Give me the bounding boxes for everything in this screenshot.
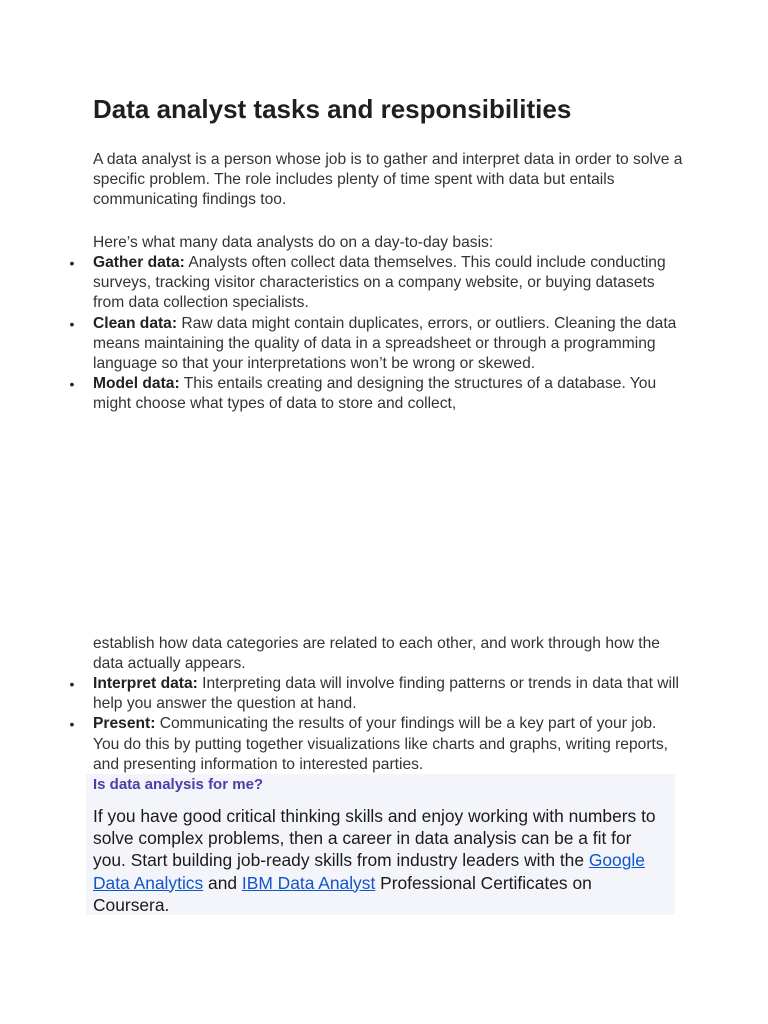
list-item: [69, 674, 683, 714]
callout-text-between: and: [203, 872, 242, 893]
task-description: Communicating the results of your findings will be a key part of your job. You do this by putting together visualizations like charts and graphs, writing reports, and presenting information to interested parties.: [93, 715, 668, 773]
task-description: Raw data might contain duplicates, errors, or outliers. Cleaning the data means maintaining the quality of data in a spreadsheet or through a programming language so that your interpretations won’t be wrong or skewed.: [93, 314, 677, 373]
list-item: [69, 314, 683, 375]
task-description: This entails creating and designing the structures of a database. You might choose what types of data to store and collect,: [93, 375, 657, 413]
list-item: [69, 253, 683, 314]
task-term: Gather data:: [93, 254, 185, 271]
list-item: [69, 714, 683, 775]
google-data-analytics-link[interactable]: Google Data Analytics: [93, 850, 645, 893]
bullet-icon: •: [69, 255, 75, 271]
bullet-icon: •: [69, 315, 75, 332]
bullet-icon: •: [69, 716, 75, 733]
task-term: Clean data:: [93, 314, 178, 332]
task-term: Model data:: [93, 375, 180, 393]
list-item: [69, 374, 683, 414]
intro-paragraph: A data analyst is a person whose job is to gather and interpret data in order to solve a specific problem. The role includes plenty of time spent with data but entails communicating findings too.: [93, 151, 683, 209]
bullet-icon: •: [69, 376, 75, 393]
callout-heading: Is data analysis for me?: [93, 776, 264, 793]
ibm-data-analyst-link[interactable]: IBM Data Analyst: [241, 872, 376, 893]
task-list-top: [69, 253, 683, 415]
callout-body: [93, 805, 663, 916]
task-term: Present:: [93, 715, 156, 733]
page-title: Data analyst tasks and responsibilities: [93, 94, 572, 124]
task-description: Analysts often collect data themselves. This could include conducting surveys, tracking visitor characteristics on a company website, or buying datasets from data collection specialists.: [93, 254, 666, 312]
bullet-icon: •: [69, 676, 75, 692]
task-term: Interpret data:: [93, 675, 198, 692]
task-description: Interpreting data will involve finding patterns or trends in data that will help you answer the question at hand.: [93, 675, 679, 713]
list-lead-in: Here’s what many data analysts do on a day-to-day basis:: [93, 234, 494, 251]
callout-text-start: If you have good critical thinking skills and enjoy working with numbers to solve complex problems, then a career in data analysis can be a fit for you. Start building job-ready skills from industry leaders with the: [93, 806, 656, 871]
task-list-bottom: [69, 674, 683, 775]
callout-box: [86, 774, 675, 915]
model-data-continuation: establish how data categories are related to each other, and work through how the data actually appears.: [93, 635, 660, 673]
callout-text-end: Professional Certificates on Coursera.: [93, 872, 592, 915]
